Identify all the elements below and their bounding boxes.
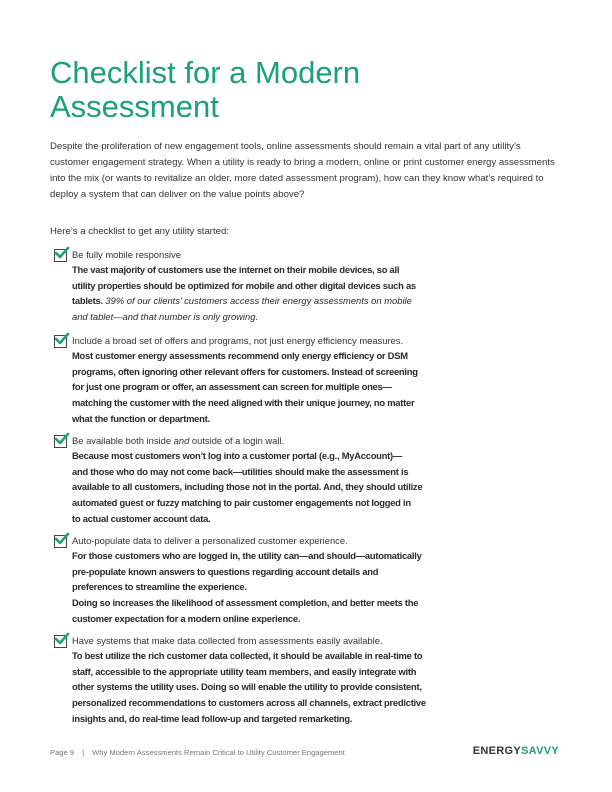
body-line: pre-populate known answers to questions regarding account details and	[72, 565, 379, 577]
body-line: personalized recommendations to customers across all channels, extract predictive	[72, 697, 426, 709]
checklist-item-body	[72, 548, 457, 627]
checkbox-checked-icon	[54, 635, 67, 648]
checklist-item-body	[72, 648, 457, 727]
title-text: Be available both inside	[72, 435, 174, 446]
body-line: staff, accessible to the appropriate utility team members, and easily integrate with	[72, 665, 417, 677]
page-number: Page 9	[50, 748, 75, 757]
checkbox-checked-icon	[54, 435, 67, 448]
checklist-item-body	[72, 448, 457, 527]
logo-text-savvy: SAVVY	[521, 745, 559, 757]
body-line: programs, often ignoring other relevant offers for customers. Instead of screening	[72, 365, 418, 377]
checkbox-checked-icon	[54, 535, 67, 548]
body-line: preferences to streamline the experience.	[72, 581, 247, 593]
title-emphasis: and	[173, 435, 190, 446]
body-line: To best utilize the rich customer data collected, it should be available in real-time to	[72, 650, 423, 661]
body-line: utility properties should be optimized for mobile and other digital devices such as	[72, 279, 416, 291]
body-line: The vast majority of customers use the internet on their mobile devices, so all	[72, 264, 400, 275]
title-text: outside of a login wall.	[189, 435, 285, 446]
body-text: tablets.	[72, 295, 103, 307]
body-line: for just one program or offer, an assessment can screen for multiple ones—	[72, 381, 392, 393]
body-line: available to all customers, including those not in the portal. And, they should utilize	[72, 481, 423, 493]
footer-separator: |	[82, 748, 85, 757]
italic-note: 39% of our clients’ customers access their energy assessments on mobile	[102, 295, 412, 307]
checklist-item-title	[72, 434, 552, 447]
energysavvy-logo	[473, 745, 559, 757]
body-line	[72, 293, 457, 309]
body-line: Because most customers won’t log into a customer portal (e.g., MyAccount)—	[72, 450, 402, 461]
body-line: other systems the utility uses. Doing so will enable the utility to provide consistent,	[72, 681, 422, 693]
checklist-item-title: Have systems that make data collected from assessments easily available.	[72, 635, 383, 646]
checklist-item-title: Auto-populate data to deliver a personalized customer experience.	[72, 535, 348, 546]
body-line: insights and, do real-time lead follow-up and targeted remarketing.	[72, 712, 353, 724]
checklist-item-body	[72, 348, 457, 427]
body-line: Most customer energy assessments recommend only energy efficiency or DSM	[72, 350, 408, 361]
italic-note: and tablet—and that number is only growing.	[72, 311, 259, 323]
body-line: what the function or department.	[72, 412, 210, 424]
checklist-lead: Here’s a checklist to get any utility started:	[50, 226, 229, 237]
document-title: Why Modern Assessments Remain Critical to Utility Customer Engagement	[92, 748, 345, 757]
page-footer	[50, 748, 345, 757]
page-title: Checklist for a Modern Assessment	[50, 55, 361, 124]
checklist-item-title: Include a broad set of offers and programs, not just energy efficiency measures.	[72, 335, 404, 346]
checklist-item-body	[72, 262, 457, 325]
body-line: customer expectation for a modern online experience.	[72, 612, 301, 624]
body-line: to actual customer account data.	[72, 512, 211, 524]
body-line: For those customers who are logged in, the utility can—and should—automatically	[72, 550, 422, 561]
checklist-item-title: Be fully mobile responsive	[72, 249, 181, 260]
body-line: and those who do may not come back—utilities should make the assessment is	[72, 465, 409, 477]
body-line: Doing so increases the likelihood of assessment completion, and better meets the	[72, 597, 419, 609]
body-line: automated guest or fuzzy matching to pair customer engagements not logged in	[72, 497, 411, 509]
intro-paragraph: Despite the proliferation of new engagement tools, online assessments should remain a vital part of any utility’s customer engagement strategy. When a utility is ready to bring a modern, online or print customer energy assessments into the mix (or wants to revitalize an older, more dated assessment program), how can they know what’s required to deploy a system that can deliver on the value points above?	[50, 141, 555, 201]
checkbox-checked-icon	[54, 249, 67, 262]
logo-text-energy: ENERGY	[472, 745, 522, 757]
checkbox-checked-icon	[54, 335, 67, 348]
body-line: matching the customer with the need aligned with their unique journey, no matter	[72, 397, 415, 409]
